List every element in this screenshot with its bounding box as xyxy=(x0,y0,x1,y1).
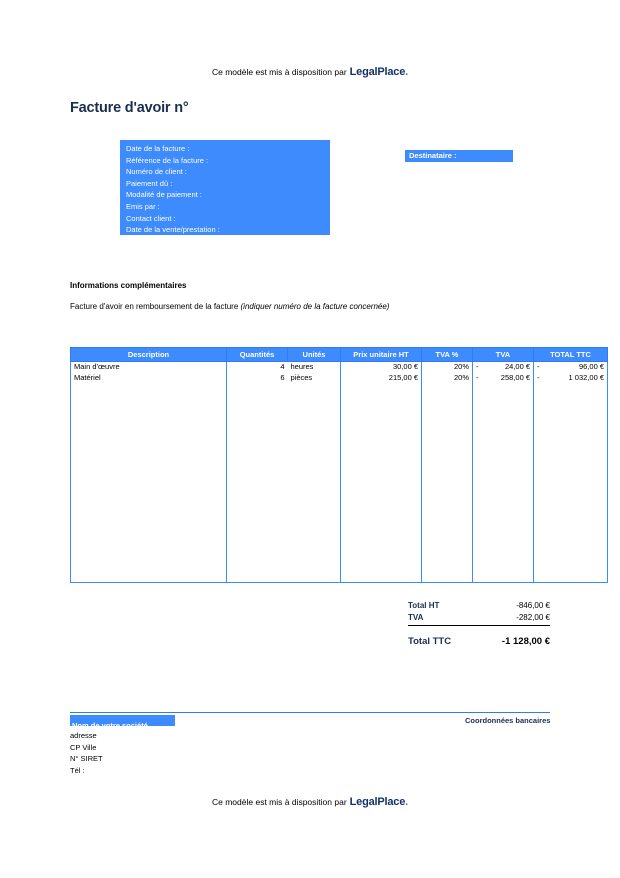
cell-empty xyxy=(534,571,608,583)
table-row-empty xyxy=(71,384,608,395)
additional-info-text-normal: Facture d'avoir en remboursement de la facture xyxy=(70,302,241,311)
cell-empty xyxy=(341,450,422,461)
cell-empty xyxy=(227,395,288,406)
cell-empty xyxy=(341,417,422,428)
cell-empty xyxy=(227,571,288,583)
cell-empty xyxy=(473,406,534,417)
credit-line-top xyxy=(0,66,620,78)
cell-empty xyxy=(341,516,422,527)
recipient-label: Destinataire : xyxy=(409,151,457,160)
cell-empty xyxy=(288,428,341,439)
cell-empty xyxy=(227,538,288,549)
cell-empty xyxy=(534,439,608,450)
meta-line-emis-par: Emis par : xyxy=(126,201,160,211)
footer-divider xyxy=(70,712,550,713)
cell-empty xyxy=(422,516,473,527)
additional-info-heading: Informations complémentaires xyxy=(70,281,187,290)
cell-empty xyxy=(71,439,227,450)
cell-empty xyxy=(227,417,288,428)
totals-block xyxy=(408,600,550,648)
cell-empty xyxy=(473,505,534,516)
cell-empty xyxy=(422,527,473,538)
cell-ttc-sign: - xyxy=(537,373,540,382)
cell-ttc-value: 1 032,00 € xyxy=(568,373,604,382)
cell-unit-price: 30,00 € xyxy=(341,362,422,374)
items-table xyxy=(70,347,608,583)
cell-unit-price: 215,00 € xyxy=(341,373,422,384)
table-row-empty xyxy=(71,516,608,527)
table-row-empty xyxy=(71,560,608,571)
cell-empty xyxy=(534,494,608,505)
cell-unit: heures xyxy=(290,362,314,371)
cell-empty xyxy=(227,384,288,395)
column-header-description: Description xyxy=(71,348,227,362)
bank-details-label: Coordonnées bancaires xyxy=(465,716,551,725)
cell-quantity: 4 xyxy=(227,362,288,374)
cell-empty xyxy=(473,538,534,549)
cell-empty xyxy=(227,461,288,472)
cell-empty xyxy=(71,417,227,428)
cell-empty xyxy=(422,461,473,472)
table-row-empty xyxy=(71,450,608,461)
legalplace-wordmark: LegalPlace xyxy=(349,796,406,808)
items-table-head xyxy=(71,348,608,362)
cell-empty xyxy=(71,450,227,461)
cell-empty xyxy=(422,571,473,583)
cell-tva-sign: - xyxy=(476,373,479,382)
cell-empty xyxy=(288,395,341,406)
cell-empty xyxy=(473,560,534,571)
cell-empty xyxy=(341,571,422,583)
cell-empty xyxy=(473,461,534,472)
cell-empty xyxy=(473,417,534,428)
cell-empty xyxy=(288,417,341,428)
cell-empty xyxy=(473,428,534,439)
cell-empty xyxy=(534,461,608,472)
cell-empty xyxy=(227,516,288,527)
items-table-wrapper xyxy=(70,347,604,583)
table-row-empty xyxy=(71,505,608,516)
items-table-header-row xyxy=(71,348,608,362)
cell-empty xyxy=(341,549,422,560)
total-ttc-label: Total TTC xyxy=(408,636,452,647)
additional-info-text-italic: (indiquer numéro de la facture concernée) xyxy=(240,302,390,311)
cell-empty xyxy=(227,428,288,439)
cell-empty xyxy=(473,472,534,483)
items-table-body xyxy=(71,362,608,385)
cell-empty xyxy=(71,384,227,395)
legalplace-wordmark: LegalPlace xyxy=(349,66,406,78)
cell-empty xyxy=(534,549,608,560)
cell-empty xyxy=(227,450,288,461)
cell-empty xyxy=(71,472,227,483)
company-siret: N° SIRET xyxy=(70,754,103,763)
cell-empty xyxy=(534,406,608,417)
total-ht-label: Total HT xyxy=(408,601,440,610)
credit-text: Ce modèle est mis à disposition par xyxy=(212,67,347,77)
page-title: Facture d'avoir n° xyxy=(70,100,189,116)
cell-description: Main d'œuvre xyxy=(71,362,227,374)
cell-empty xyxy=(422,395,473,406)
column-header-prix-unitaire: Prix unitaire HT xyxy=(341,348,422,362)
cell-tva-rate: 20% xyxy=(422,362,473,374)
cell-empty xyxy=(227,483,288,494)
cell-empty xyxy=(422,549,473,560)
cell-empty xyxy=(71,395,227,406)
cell-tva-amount xyxy=(473,373,534,384)
column-header-total-ttc: TOTAL TTC xyxy=(534,348,608,362)
total-ht-value: -846,00 € xyxy=(516,601,550,610)
cell-empty xyxy=(71,549,227,560)
cell-empty xyxy=(422,417,473,428)
table-row-empty xyxy=(71,439,608,450)
cell-empty xyxy=(534,450,608,461)
cell-empty xyxy=(341,505,422,516)
cell-empty xyxy=(341,384,422,395)
table-row-empty xyxy=(71,461,608,472)
cell-empty xyxy=(288,406,341,417)
company-name-block xyxy=(70,715,175,730)
cell-empty xyxy=(227,549,288,560)
cell-empty xyxy=(71,406,227,417)
cell-empty xyxy=(341,483,422,494)
cell-empty xyxy=(227,494,288,505)
cell-empty xyxy=(71,560,227,571)
table-row xyxy=(71,373,608,384)
table-row-empty xyxy=(71,417,608,428)
cell-empty xyxy=(422,384,473,395)
cell-empty xyxy=(473,549,534,560)
column-header-tva: TVA xyxy=(473,348,534,362)
company-address: adresse xyxy=(70,731,97,740)
cell-empty xyxy=(227,406,288,417)
recipient-block xyxy=(405,150,513,162)
cell-empty xyxy=(422,406,473,417)
cell-empty xyxy=(341,395,422,406)
cell-empty xyxy=(341,406,422,417)
cell-ttc-amount xyxy=(534,362,608,374)
cell-empty xyxy=(288,483,341,494)
table-row-empty xyxy=(71,549,608,560)
cell-empty xyxy=(288,439,341,450)
cell-empty xyxy=(473,395,534,406)
cell-empty xyxy=(422,494,473,505)
meta-line-date-vente: Date de la vente/prestation : xyxy=(126,225,220,235)
cell-empty xyxy=(288,527,341,538)
cell-tva-value: 24,00 € xyxy=(504,362,530,371)
column-header-tva-pct: TVA % xyxy=(422,348,473,362)
total-ttc-row xyxy=(408,636,550,648)
cell-empty xyxy=(341,472,422,483)
credit-line-bottom xyxy=(0,796,620,808)
cell-empty xyxy=(288,560,341,571)
company-name-label: Nom de votre société xyxy=(72,721,148,730)
total-tva-value: -282,00 € xyxy=(516,613,550,622)
cell-empty xyxy=(71,516,227,527)
table-row xyxy=(71,362,608,374)
cell-ttc-amount xyxy=(534,373,608,384)
additional-info-text xyxy=(70,302,389,311)
table-row-empty xyxy=(71,428,608,439)
cell-empty xyxy=(341,494,422,505)
cell-description: Matériel xyxy=(71,373,227,384)
cell-empty xyxy=(534,527,608,538)
cell-empty xyxy=(71,527,227,538)
table-row-empty xyxy=(71,395,608,406)
cell-empty xyxy=(422,428,473,439)
cell-empty xyxy=(341,527,422,538)
cell-empty xyxy=(341,461,422,472)
meta-line-paiement-du: Paiement dû : xyxy=(126,178,173,188)
invoice-meta-block xyxy=(120,140,330,235)
cell-empty xyxy=(534,483,608,494)
cell-quantity: 6 xyxy=(227,373,288,384)
cell-empty xyxy=(288,516,341,527)
cell-empty xyxy=(288,384,341,395)
cell-empty xyxy=(71,505,227,516)
cell-ttc-value: 96,00 € xyxy=(578,362,604,371)
cell-empty xyxy=(473,483,534,494)
cell-empty xyxy=(534,384,608,395)
cell-empty xyxy=(288,538,341,549)
table-row-empty xyxy=(71,406,608,417)
cell-empty xyxy=(288,494,341,505)
total-tva-row xyxy=(408,612,550,624)
meta-line-contact-client: Contact client : xyxy=(126,213,176,223)
cell-empty xyxy=(473,494,534,505)
cell-tva-sign: - xyxy=(476,362,479,371)
cell-empty xyxy=(422,505,473,516)
total-tva-label: TVA xyxy=(408,613,424,622)
cell-empty xyxy=(422,450,473,461)
cell-tva-amount xyxy=(473,362,534,374)
meta-line-reference: Référence de la facture : xyxy=(126,155,209,165)
legalplace-dot: . xyxy=(405,66,408,78)
cell-empty xyxy=(422,538,473,549)
cell-unit: pièces xyxy=(290,373,313,382)
cell-empty xyxy=(227,527,288,538)
cell-empty xyxy=(534,516,608,527)
table-row-empty xyxy=(71,527,608,538)
cell-empty xyxy=(71,461,227,472)
cell-empty xyxy=(534,395,608,406)
legalplace-dot: . xyxy=(405,796,408,808)
cell-empty xyxy=(71,538,227,549)
cell-empty xyxy=(473,450,534,461)
cell-empty xyxy=(71,428,227,439)
cell-empty xyxy=(227,505,288,516)
cell-empty xyxy=(534,505,608,516)
cell-tva-rate: 20% xyxy=(422,373,473,384)
cell-empty xyxy=(288,450,341,461)
company-phone: Tél : xyxy=(70,765,85,775)
cell-empty xyxy=(288,571,341,583)
cell-empty xyxy=(422,483,473,494)
cell-ttc-sign: - xyxy=(537,362,540,371)
cell-empty xyxy=(227,472,288,483)
cell-empty xyxy=(341,439,422,450)
cell-empty xyxy=(534,538,608,549)
total-ttc-value: -1 128,00 € xyxy=(501,636,550,647)
cell-empty xyxy=(473,439,534,450)
meta-line-numero-client: Numéro de client : xyxy=(126,167,187,177)
cell-empty xyxy=(71,483,227,494)
credit-text: Ce modèle est mis à disposition par xyxy=(212,797,347,807)
total-ht-row xyxy=(408,600,550,612)
column-header-unites: Unités xyxy=(288,348,341,362)
cell-empty xyxy=(473,571,534,583)
cell-empty xyxy=(422,560,473,571)
cell-empty xyxy=(71,494,227,505)
cell-empty xyxy=(227,560,288,571)
cell-empty xyxy=(288,461,341,472)
column-header-quantites: Quantités xyxy=(227,348,288,362)
totals-divider xyxy=(408,625,550,626)
cell-empty xyxy=(288,549,341,560)
cell-empty xyxy=(534,472,608,483)
cell-empty xyxy=(288,505,341,516)
table-row-empty xyxy=(71,472,608,483)
cell-empty xyxy=(473,384,534,395)
cell-empty xyxy=(534,560,608,571)
company-city: CP Ville xyxy=(70,742,97,752)
table-row-empty xyxy=(71,538,608,549)
cell-empty xyxy=(227,439,288,450)
cell-empty xyxy=(341,560,422,571)
meta-line-date-facture: Date de la facture : xyxy=(126,144,190,153)
legalplace-logo xyxy=(350,66,408,78)
cell-empty xyxy=(422,439,473,450)
cell-empty xyxy=(341,538,422,549)
cell-empty xyxy=(534,428,608,439)
meta-line-modalite-paiement: Modalité de paiement : xyxy=(126,190,202,200)
cell-empty xyxy=(422,472,473,483)
cell-empty xyxy=(341,428,422,439)
cell-empty xyxy=(473,527,534,538)
cell-empty xyxy=(534,417,608,428)
cell-tva-value: 258,00 € xyxy=(500,373,530,382)
cell-empty xyxy=(473,516,534,527)
table-row-empty xyxy=(71,571,608,583)
company-details xyxy=(70,730,103,776)
table-row-empty xyxy=(71,483,608,494)
cell-empty xyxy=(71,571,227,583)
table-row-empty xyxy=(71,494,608,505)
legalplace-logo xyxy=(350,796,408,808)
cell-empty xyxy=(288,472,341,483)
